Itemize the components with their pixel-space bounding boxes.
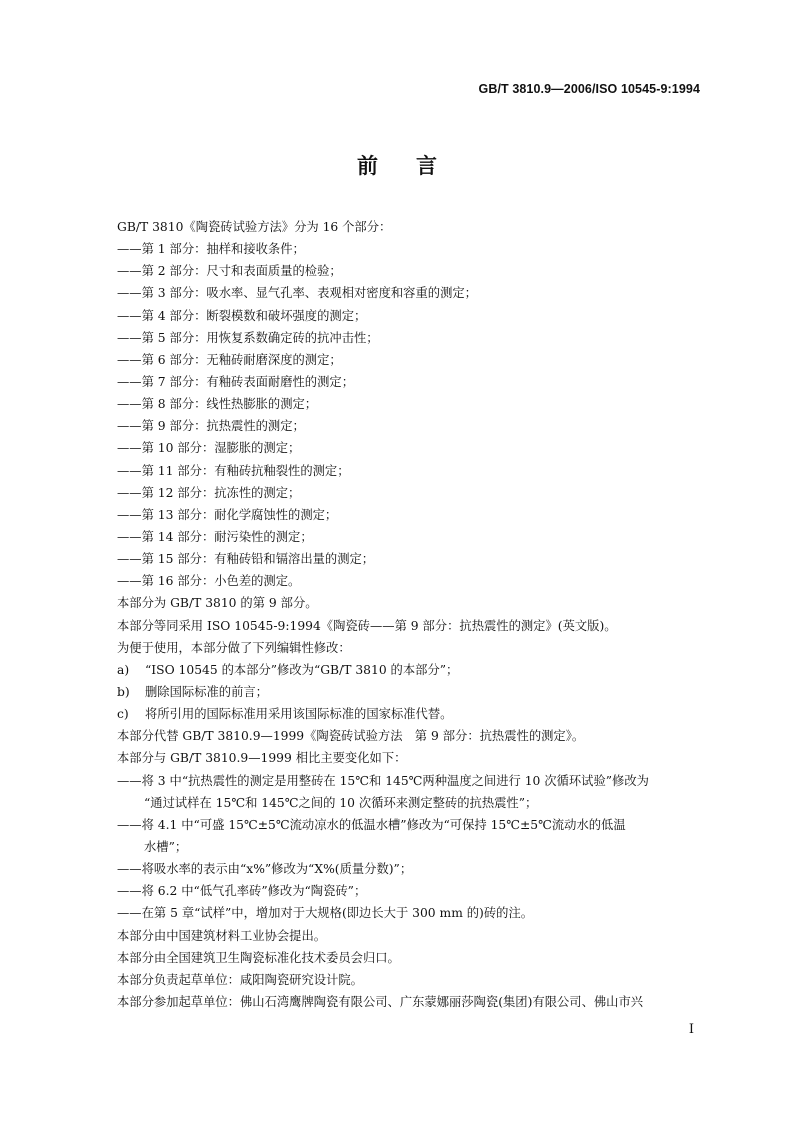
text-line: ——第 15 部分：有釉砖铅和镉溶出量的测定； [117, 552, 375, 567]
text-line: ——第 16 部分：小色差的测定。 [117, 574, 301, 589]
text-line: ——将 3 中“抗热震性的测定是用整砖在 15℃和 145℃两种温度之间进行 10 次循环试验”修改为 [117, 773, 649, 788]
text-line: ——第 14 部分：耐污染性的测定； [117, 529, 313, 544]
list-item-text: 将所引用的国际标准用采用该国际标准的国家标准代替。 [145, 707, 453, 722]
list-item-marker: a) [117, 662, 130, 677]
list-item-marker: b) [117, 684, 130, 699]
text-line: 本部分代替 GB/T 3810.9—1999《陶瓷砖试验方法 第 9 部分：抗热震性的测定》。 [117, 729, 585, 744]
text-line: ——第 4 部分：断裂模数和破坏强度的测定； [117, 308, 367, 323]
page-title: 前言 [357, 154, 475, 178]
continuation-line: “通过试样在 15℃和 145℃之间的 10 次循环来测定整砖的抗热震性”； [144, 795, 538, 810]
text-line: 本部分由中国建筑材料工业协会提出。 [117, 928, 327, 943]
text-line: ——第 8 部分：线性热膨胀的测定； [117, 397, 318, 412]
standard-code: GB/T 3810.9—2006/ISO 10545-9:1994 [478, 82, 700, 96]
document-body [117, 216, 717, 1013]
text-line: GB/T 3810《陶瓷砖试验方法》分为 16 个部分： [117, 220, 392, 234]
list-item-marker: c) [117, 707, 129, 722]
list-item [117, 659, 717, 681]
list-item-text: “ISO 10545 的本部分”修改为“GB/T 3810 的本部分”； [145, 662, 459, 677]
text-line: 本部分参加起草单位：佛山石湾鹰牌陶瓷有限公司、广东蒙娜丽莎陶瓷(集团)有限公司、佛山市兴 [117, 994, 644, 1009]
text-line: ——第 11 部分：有釉砖抗釉裂性的测定； [117, 463, 350, 478]
text-line: ——第 10 部分：湿膨胀的测定； [117, 441, 301, 456]
text-line: ——将 6.2 中“低气孔率砖”修改为“陶瓷砖”； [117, 884, 367, 899]
text-line: ——将吸水率的表示由“x%”修改为“X%(质量分数)”； [117, 862, 413, 877]
list-item [117, 703, 717, 725]
text-line: ——第 6 部分：无釉砖耐磨深度的测定； [117, 352, 342, 367]
list-item-text: 删除国际标准的前言； [145, 684, 268, 699]
continuation-line: 水槽”； [144, 839, 188, 854]
text-line: ——第 3 部分：吸水率、显气孔率、表观相对密度和容重的测定； [117, 286, 477, 301]
text-line: ——在第 5 章“试样”中，增加对于大规格(即边长大于 300 mm 的)砖的注。 [117, 906, 534, 921]
text-line: ——第 1 部分：抽样和接收条件； [117, 242, 305, 257]
text-line: 本部分由全国建筑卫生陶瓷标准化技术委员会归口。 [117, 950, 400, 965]
text-line: ——第 13 部分：耐化学腐蚀性的测定； [117, 507, 338, 522]
text-line: ——第 2 部分：尺寸和表面质量的检验； [117, 264, 342, 279]
text-line: 本部分负责起草单位：咸阳陶瓷研究设计院。 [117, 972, 363, 987]
text-line: 本部分为 GB/T 3810 的第 9 部分。 [117, 596, 318, 611]
text-line: ——第 5 部分：用恢复系数确定砖的抗冲击性； [117, 330, 379, 345]
page-number: I [688, 1022, 694, 1037]
list-item [117, 681, 717, 703]
text-line: ——第 12 部分：抗冻性的测定； [117, 485, 301, 500]
text-line: ——将 4.1 中“可盛 15℃±5℃流动凉水的低温水槽”修改为“可保持 15℃±5℃流动水的低温 [117, 817, 626, 832]
text-line: ——第 9 部分：抗热震性的测定； [117, 419, 305, 434]
text-line: 本部分与 GB/T 3810.9—1999 相比主要变化如下： [117, 751, 407, 766]
text-line: 为便于使用，本部分做了下列编辑性修改： [117, 640, 351, 655]
text-line: ——第 7 部分：有釉砖表面耐磨性的测定； [117, 374, 354, 389]
text-line: 本部分等同采用 ISO 10545-9:1994《陶瓷砖——第 9 部分：抗热震性的测定》(英文版)。 [117, 618, 617, 633]
